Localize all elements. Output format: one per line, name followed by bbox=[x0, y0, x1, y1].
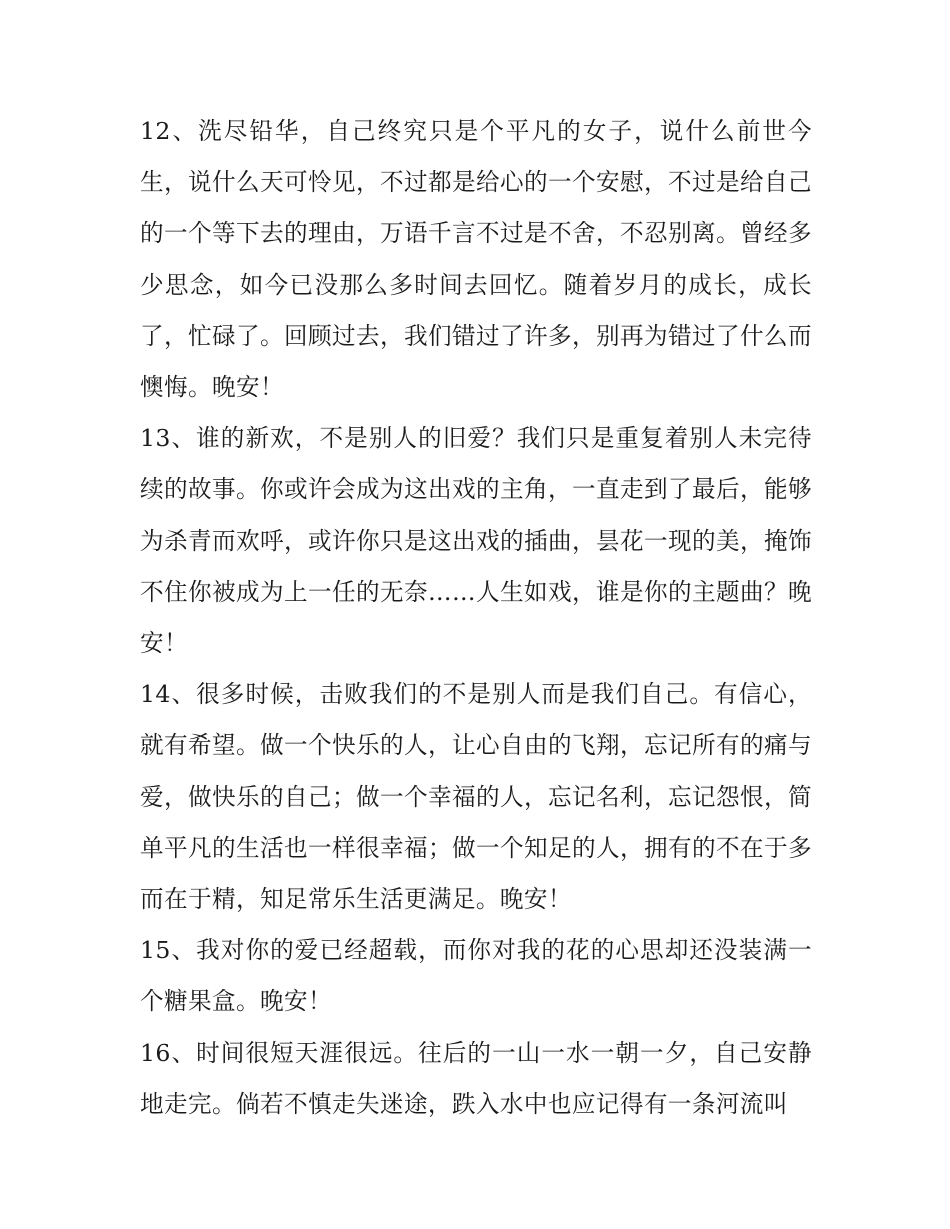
paragraph-16: 16、时间很短天涯很远。往后的一山一水一朝一夕，自己安静地走完。倘若不慎走失迷途，跌入水中也应记得有一条河流叫 bbox=[140, 1038, 812, 1118]
paragraph-13: 13、谁的新欢，不是别人的旧爱？我们只是重复着别人未完待续的故事。你或许会成为这出戏的主角，一直走到了最后，能够为杀青而欢呼，或许你只是这出戏的插曲，昙花一现的美，掩饰不住你被成为上一任的无奈……人生如戏，谁是你的主题曲？晚安！ bbox=[140, 424, 812, 658]
paragraph-14: 14、很多时候，击败我们的不是别人而是我们自己。有信心，就有希望。做一个快乐的人，让心自由的飞翔，忘记所有的痛与爱，做快乐的自己；做一个幸福的人，忘记名利，忘记怨恨，简单平凡的生活也一样很幸福；做一个知足的人，拥有的不在于多而在于精，知足常乐生活更满足。晚安！ bbox=[140, 680, 812, 914]
paragraph-15: 15、我对你的爱已经超载，而你对我的花的心思却还没装满一个糖果盒。晚安！ bbox=[140, 936, 812, 1016]
document-body bbox=[140, 106, 812, 1130]
paragraph-12: 12、洗尽铅华，自己终究只是个平凡的女子，说什么前世今生，说什么天可怜见，不过都是给心的一个安慰，不过是给自己的一个等下去的理由，万语千言不过是不舍，不忍别离。曾经多少思念，如今已没那么多时间去回忆。随着岁月的成长，成长了，忙碌了。回顾过去，我们错过了许多，别再为错过了什么而懊悔。晚安！ bbox=[140, 117, 812, 402]
